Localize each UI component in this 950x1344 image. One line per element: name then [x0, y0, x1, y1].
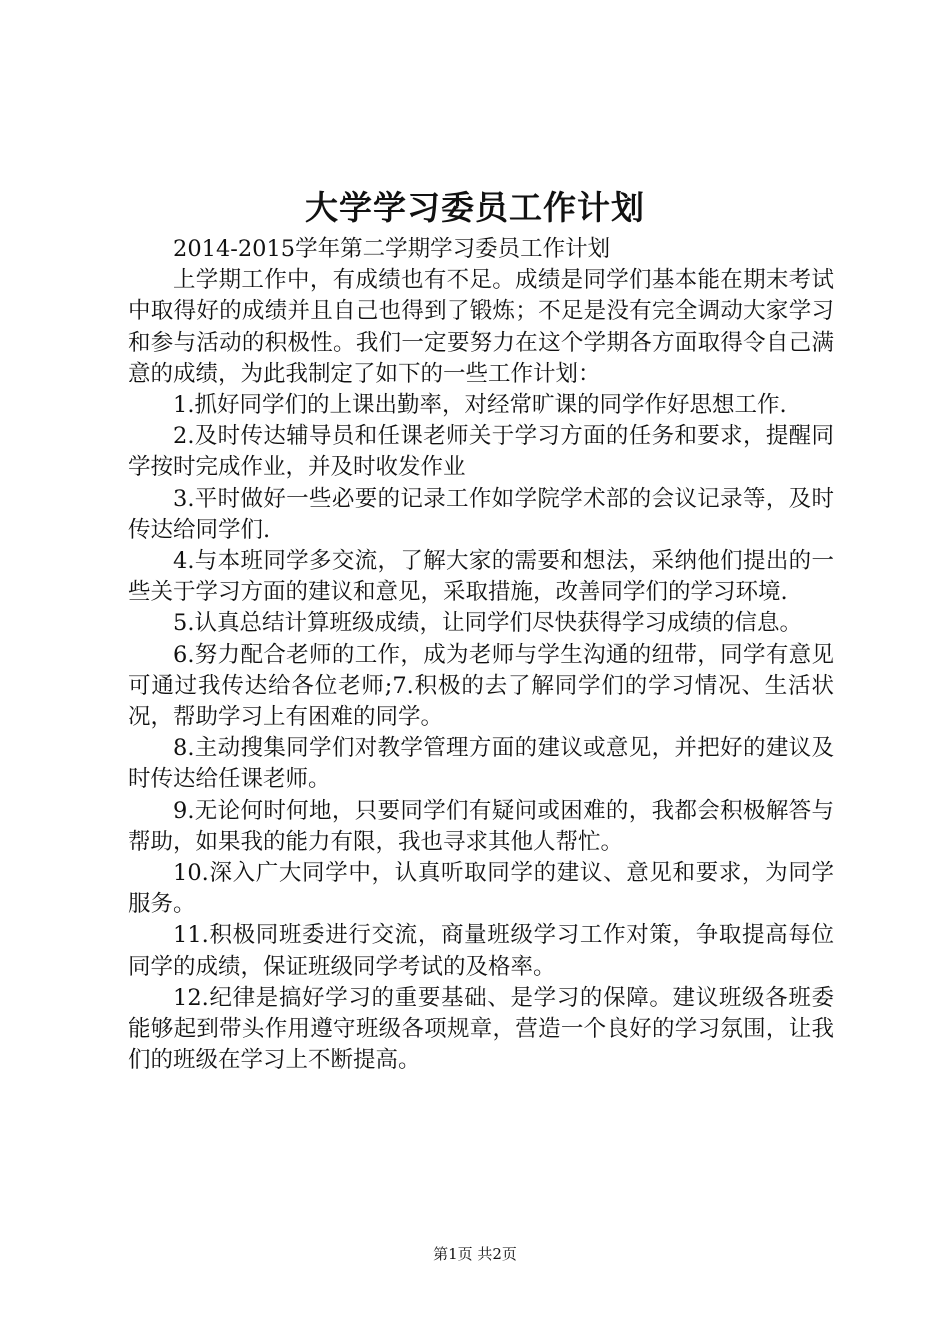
- plan-item-9: 9.无论何时何地，只要同学们有疑问或困难的，我都会积极解答与帮助，如果我的能力有限，我也寻求其他人帮忙。: [128, 797, 834, 855]
- plan-item-12: 12.纪律是搞好学习的重要基础、是学习的保障。建议班级各班委能够起到带头作用遵守班级各项规章，营造一个良好的学习氛围，让我们的班级在学习上不断提高。: [128, 984, 834, 1074]
- plan-item-10: 10.深入广大同学中，认真听取同学的建议、意见和要求，为同学服务。: [128, 860, 834, 918]
- subtitle-paragraph: 2014-2015学年第二学期学习委员工作计划: [173, 236, 611, 262]
- plan-item-8: 8.主动搜集同学们对教学管理方面的建议或意见，并把好的建议及时传达给任课老师。: [128, 735, 834, 793]
- plan-item-4: 4.与本班同学多交流，了解大家的需要和想法，采纳他们提出的一些关于学习方面的建议和意见，采取措施，改善同学们的学习环境.: [128, 548, 834, 606]
- plan-item-5: 5.认真总结计算班级成绩，让同学们尽快获得学习成绩的信息。: [173, 610, 802, 637]
- plan-item-11: 11.积极同班委进行交流，商量班级学习工作对策，争取提高每位同学的成绩，保证班级同学考试的及格率。: [128, 922, 834, 980]
- page-number-footer: 第1页 共2页: [433, 1245, 517, 1263]
- plan-item-2: 2.及时传达辅导员和任课老师关于学习方面的任务和要求，提醒同学按时完成作业，并及时收发作业: [128, 423, 834, 481]
- plan-item-3: 3.平时做好一些必要的记录工作如学院学术部的会议记录等，及时传达给同学们.: [128, 485, 834, 543]
- plan-item-1: 1.抓好同学们的上课出勤率，对经常旷课的同学作好思想工作.: [173, 392, 787, 419]
- intro-paragraph: 上学期工作中，有成绩也有不足。成绩是同学们基本能在期末考试中取得好的成绩并且自己也得到了锻炼；不足是没有完全调动大家学习和参与活动的积极性。我们一定要努力在这个学期各方面取得令自己满意的成绩，为此我制定了如下的一些工作计划：: [128, 267, 834, 387]
- document-body: [128, 234, 834, 1076]
- plan-item-6-7: 6.努力配合老师的工作，成为老师与学生沟通的纽带，同学有意见可通过我传达给各位老师;7.积极的去了解同学们的学习情况、生活状况，帮助学习上有困难的同学。: [128, 641, 834, 731]
- document-title: 大学学习委员工作计划: [305, 188, 645, 227]
